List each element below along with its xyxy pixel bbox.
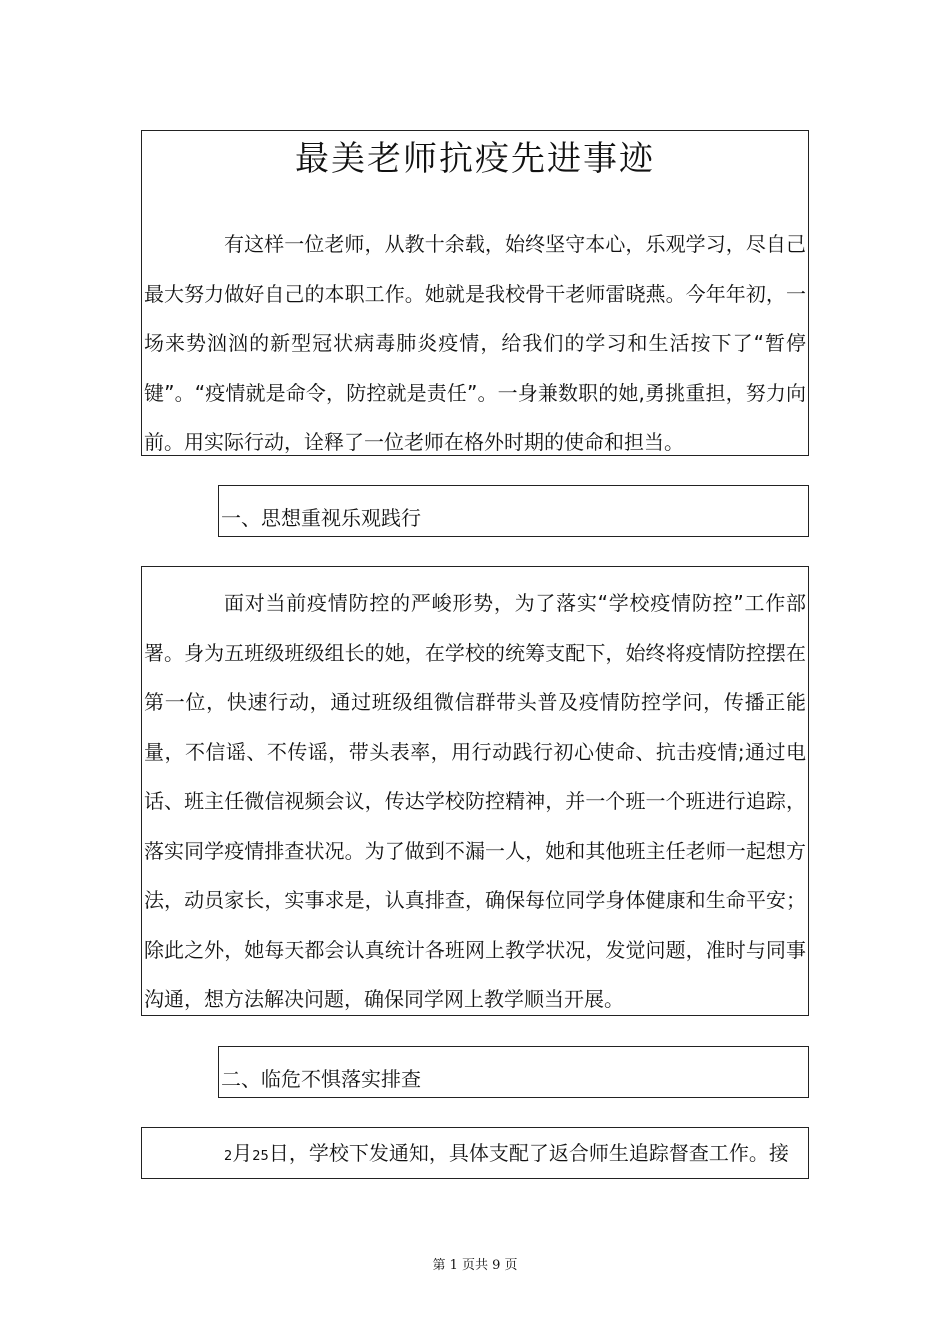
section-1-body-box — [141, 566, 809, 1016]
section-1-heading-box — [218, 485, 809, 537]
date-day: 25 — [252, 1149, 269, 1164]
section-2-text: 日，学校下发通知，具体支配了返合师生追踪督查工作。接 — [268, 1141, 789, 1165]
section-1-paragraph: 面对当前疫情防控的严峻形势，为了落实“学校疫情防控”工作部署。身为五班级班级组长的她，在学校的统筹支配下，始终将疫情防控摆在第一位，快速行动，通过班级组微信群带头普及疫情防控学问，传播正能量，不信谣、不传谣，带头表率，用行动践行初心使命、抗击疫情;通过电话、班主任微信视频会议，传达学校防控精神，并一个班一个班进行追踪，落实同学疫情排查状况。为了做到不漏一人，她和其他班主任老师一起想方法，动员家长，实事求是，认真排查，确保每位同学身体健康和生命平安；除此之外，她每天都会认真统计各班网上教学状况，发觉问题，准时与同事沟通，想方法解决问题，确保同学网上教学顺当开展。 — [144, 591, 806, 1011]
section-1-heading: 一、思想重视乐观践行 — [221, 506, 421, 530]
intro-paragraph: 有这样一位老师，从教十余载，始终坚守本心，乐观学习，尽自己最大努力做好自己的本职工作。她就是我校骨干老师雷晓燕。今年年初，一场来势汹汹的新型冠状病毒肺炎疫情，给我们的学习和生活按下了“暂停键”。“疫情就是命令，防控就是责任”。一身兼数职的她,勇挑重担，努力向前。用实际行动，诠释了一位老师在格外时期的使命和担当。 — [144, 232, 806, 454]
section-2-paragraph — [144, 1129, 806, 1182]
title-intro-box — [141, 130, 809, 456]
page-footer: 第 1 页共 9 页 — [432, 1258, 518, 1273]
date-month: 2 — [224, 1149, 233, 1164]
section-2-body-box — [141, 1127, 809, 1179]
section-2-heading-box — [218, 1046, 809, 1098]
section-2-heading: 二、临危不惧落实排查 — [221, 1067, 421, 1091]
document-title: 最美老师抗疫先进事迹 — [295, 139, 655, 179]
date-month-unit: 月 — [232, 1141, 253, 1165]
